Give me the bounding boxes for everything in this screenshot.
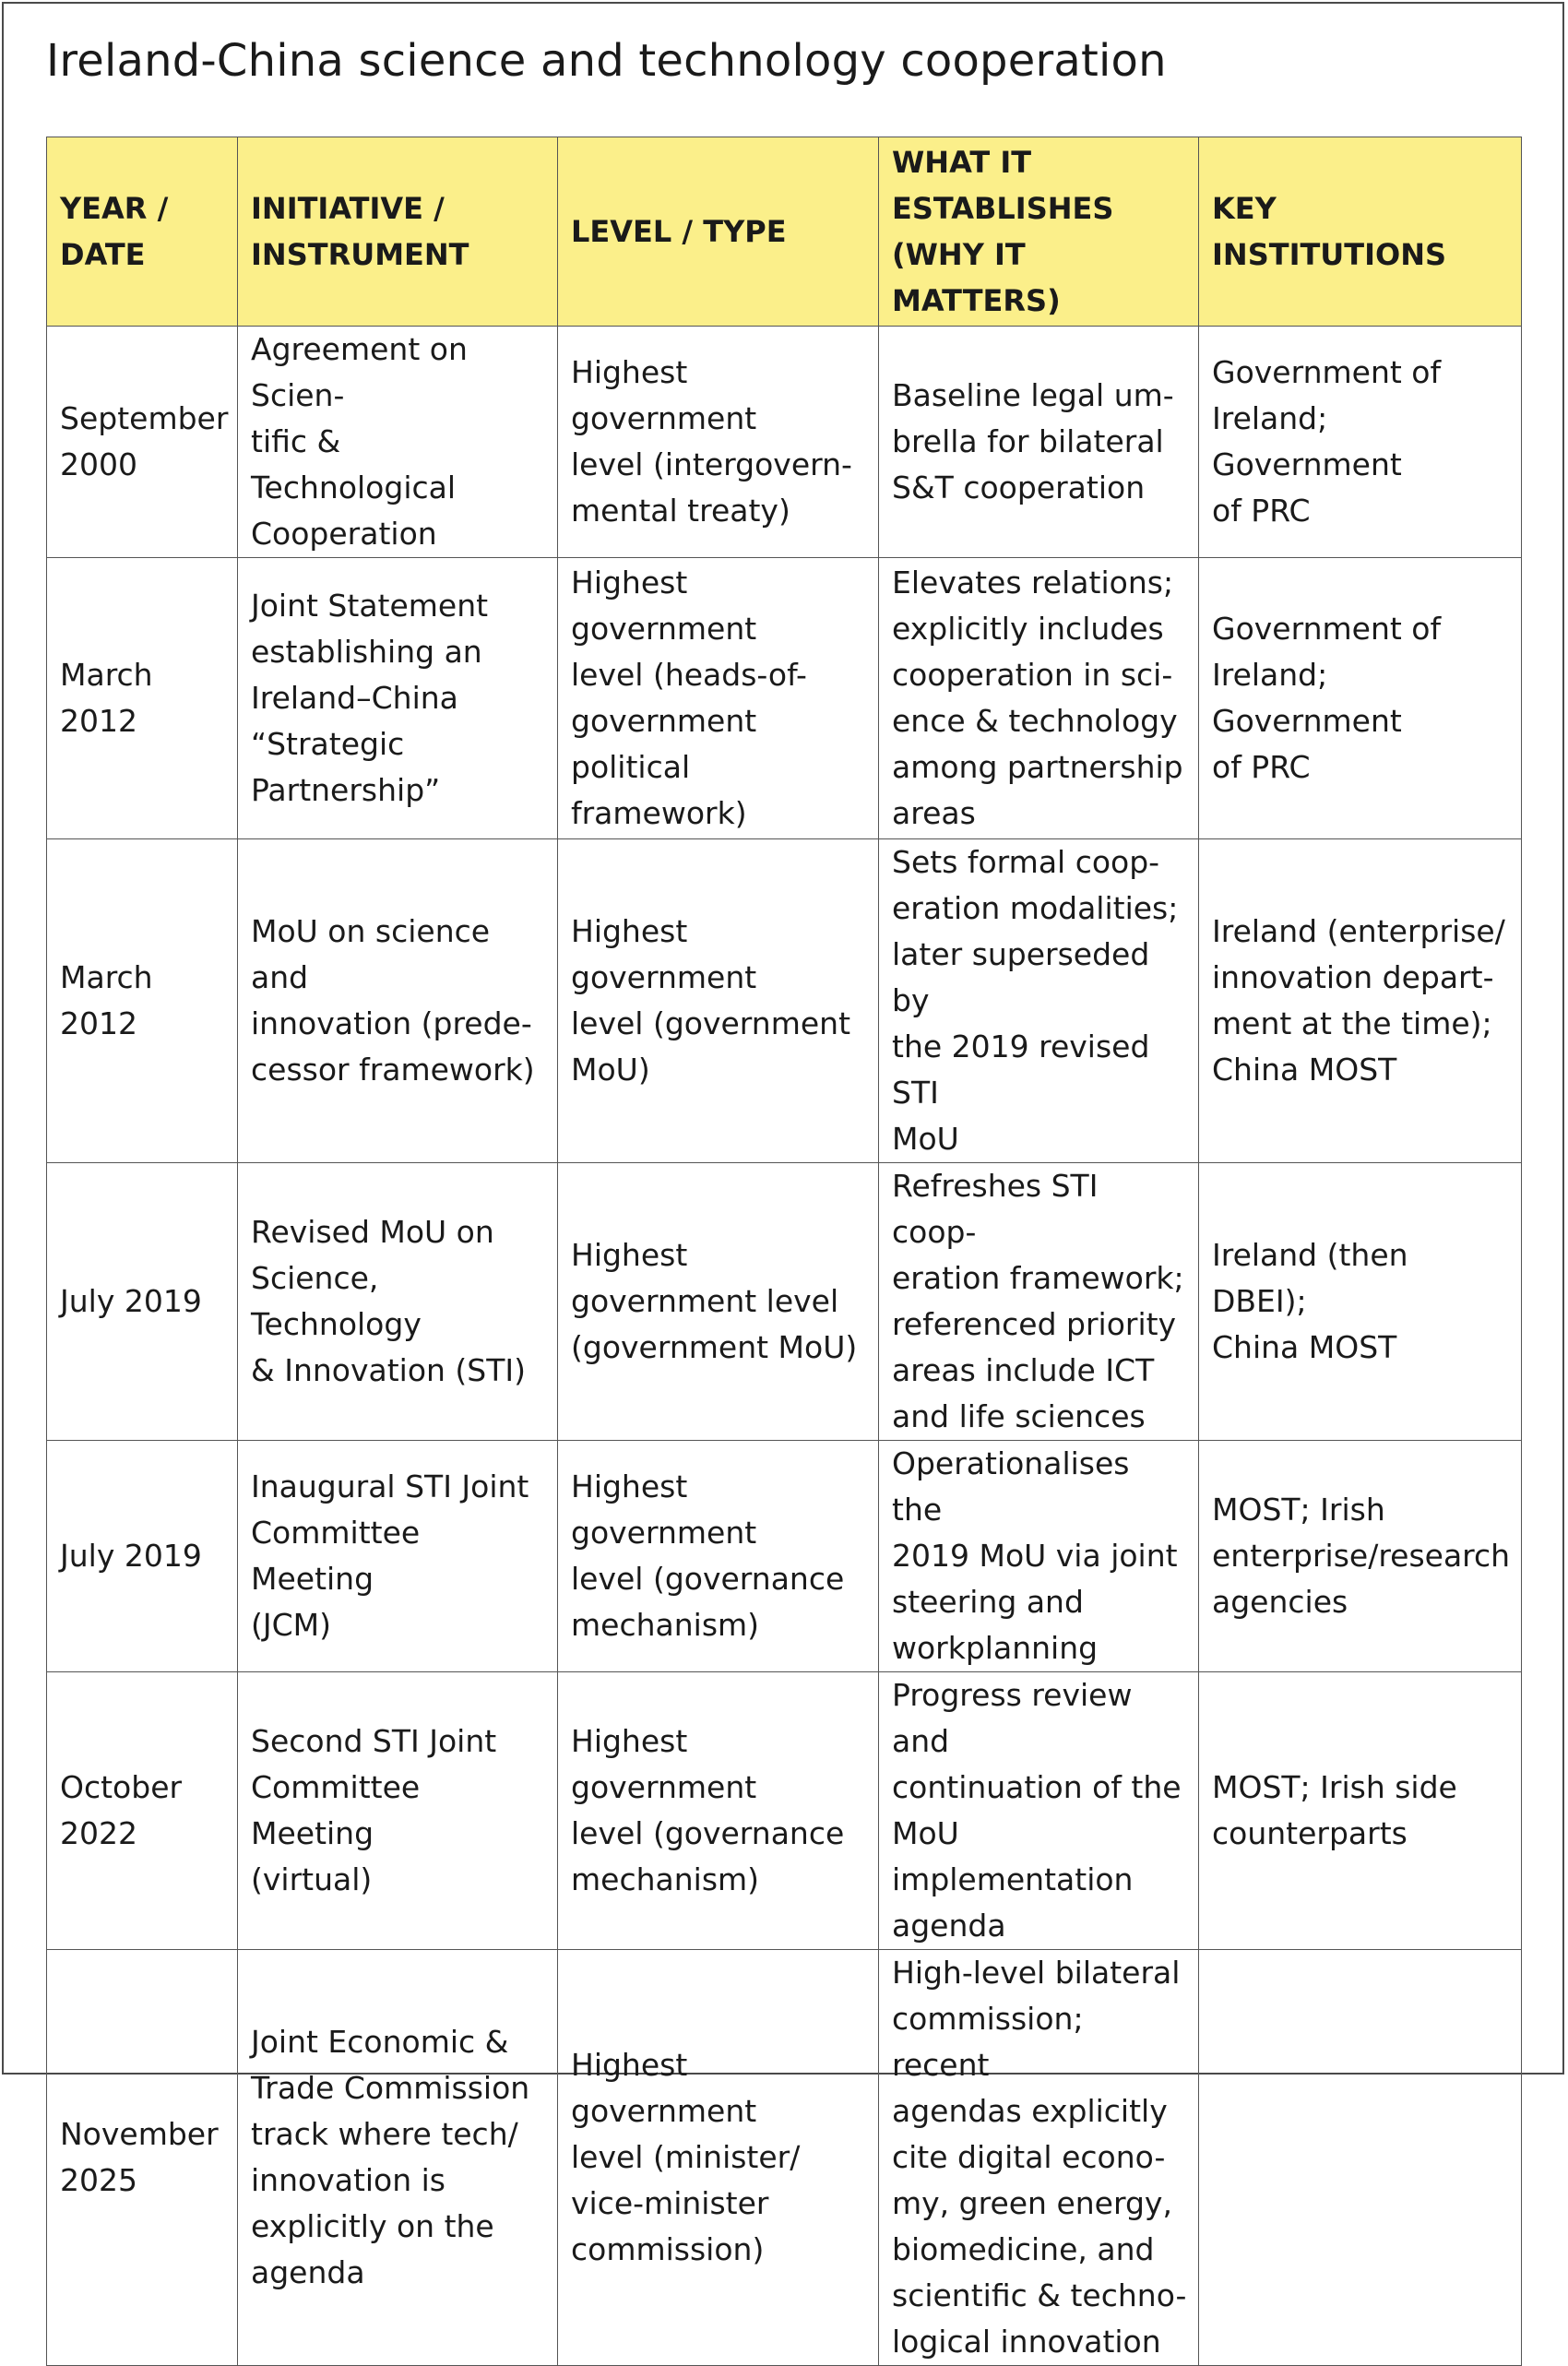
header-initiative-label: INITIATIVE / INSTRUMENT — [251, 191, 469, 272]
cell-level: Highest government level (intergovern- mental treaty) — [558, 327, 879, 558]
cell-initiative: Agreement on Scien- tific & Technological Cooperation — [238, 327, 558, 558]
cell-date: October 2022 — [47, 1672, 238, 1950]
table-row — [47, 1672, 1522, 1950]
table-row — [47, 327, 1522, 558]
table-row — [47, 1950, 1522, 2366]
cell-date: March 2012 — [47, 839, 238, 1163]
cell-institutions: Government of Ireland; Government of PRC — [1199, 327, 1522, 558]
page-title: Ireland-China science and technology cooperation — [46, 35, 1167, 87]
cell-level: Highest government level (governance mechanism) — [558, 1441, 879, 1672]
cell-initiative: Joint Statement establishing an Ireland–China “Strategic Partnership” — [238, 558, 558, 839]
cell-establishes: Progress review and continuation of the MoU implementation agenda — [879, 1672, 1199, 1950]
cell-institutions — [1199, 1950, 1522, 2366]
cell-date: November 2025 — [47, 1950, 238, 2366]
table-row — [47, 558, 1522, 839]
cell-institutions: Ireland (then DBEI); China MOST — [1199, 1163, 1522, 1441]
cell-institutions: MOST; Irish side counterparts — [1199, 1672, 1522, 1950]
cell-institutions: Ireland (enterprise/ innovation depart- ment at the time); China MOST — [1199, 839, 1522, 1163]
table-row — [47, 1163, 1522, 1441]
header-key-institutions-label: KEY INSTITUTIONS — [1212, 191, 1447, 272]
cell-establishes: Operationalises the 2019 MoU via joint steering and workplanning — [879, 1441, 1199, 1672]
table-row — [47, 1441, 1522, 1672]
cell-level: Highest government level (minister/ vice-minister commission) — [558, 1950, 879, 2366]
cell-establishes: High-level bilateral commission; recent agendas explicitly cite digital econo- my, green energy, biomedicine, and scientific & techno- logical innovation — [879, 1950, 1199, 2366]
header-level-type-label: LEVEL / TYPE — [571, 214, 787, 249]
cooperation-table — [46, 137, 1522, 2366]
cell-initiative: Revised MoU on Science, Technology & Innovation (STI) — [238, 1163, 558, 1441]
cell-date: July 2019 — [47, 1441, 238, 1672]
cell-date: September 2000 — [47, 327, 238, 558]
cell-establishes: Elevates relations; explicitly includes cooperation in sci- ence & technology among partnership areas — [879, 558, 1199, 839]
cell-initiative: Joint Economic & Trade Commission track where tech/ innovation is explicitly on the agenda — [238, 1950, 558, 2366]
table-row — [47, 839, 1522, 1163]
header-what-it-establishes-label: WHAT IT ESTABLISHES (WHY IT MATTERS) — [892, 145, 1114, 318]
cell-level: Highest government level (governance mechanism) — [558, 1672, 879, 1950]
cell-initiative: Inaugural STI Joint Committee Meeting (JCM) — [238, 1441, 558, 1672]
cell-establishes: Refreshes STI coop- eration framework; referenced priority areas include ICT and life sciences — [879, 1163, 1199, 1441]
header-year-date — [47, 137, 238, 327]
header-year-date-label: YEAR / DATE — [60, 191, 169, 272]
cell-level: Highest government level (government MoU) — [558, 839, 879, 1163]
cell-date: July 2019 — [47, 1163, 238, 1441]
cell-institutions: Government of Ireland; Government of PRC — [1199, 558, 1522, 839]
header-what-it-establishes — [879, 137, 1199, 327]
cell-initiative: MoU on science and innovation (prede- cessor framework) — [238, 839, 558, 1163]
cell-level: Highest government level (heads-of- government political framework) — [558, 558, 879, 839]
cell-date: March 2012 — [47, 558, 238, 839]
cell-level: Highest government level (government MoU) — [558, 1163, 879, 1441]
cell-establishes: Baseline legal um- brella for bilateral S&T cooperation — [879, 327, 1199, 558]
header-key-institutions — [1199, 137, 1522, 327]
header-initiative — [238, 137, 558, 327]
cell-establishes: Sets formal coop- eration modalities; later superseded by the 2019 revised STI MoU — [879, 839, 1199, 1163]
table-header-row — [47, 137, 1522, 327]
cell-initiative: Second STI Joint Committee Meeting (virtual) — [238, 1672, 558, 1950]
cell-institutions: MOST; Irish enterprise/research agencies — [1199, 1441, 1522, 1672]
header-level-type — [558, 137, 879, 327]
